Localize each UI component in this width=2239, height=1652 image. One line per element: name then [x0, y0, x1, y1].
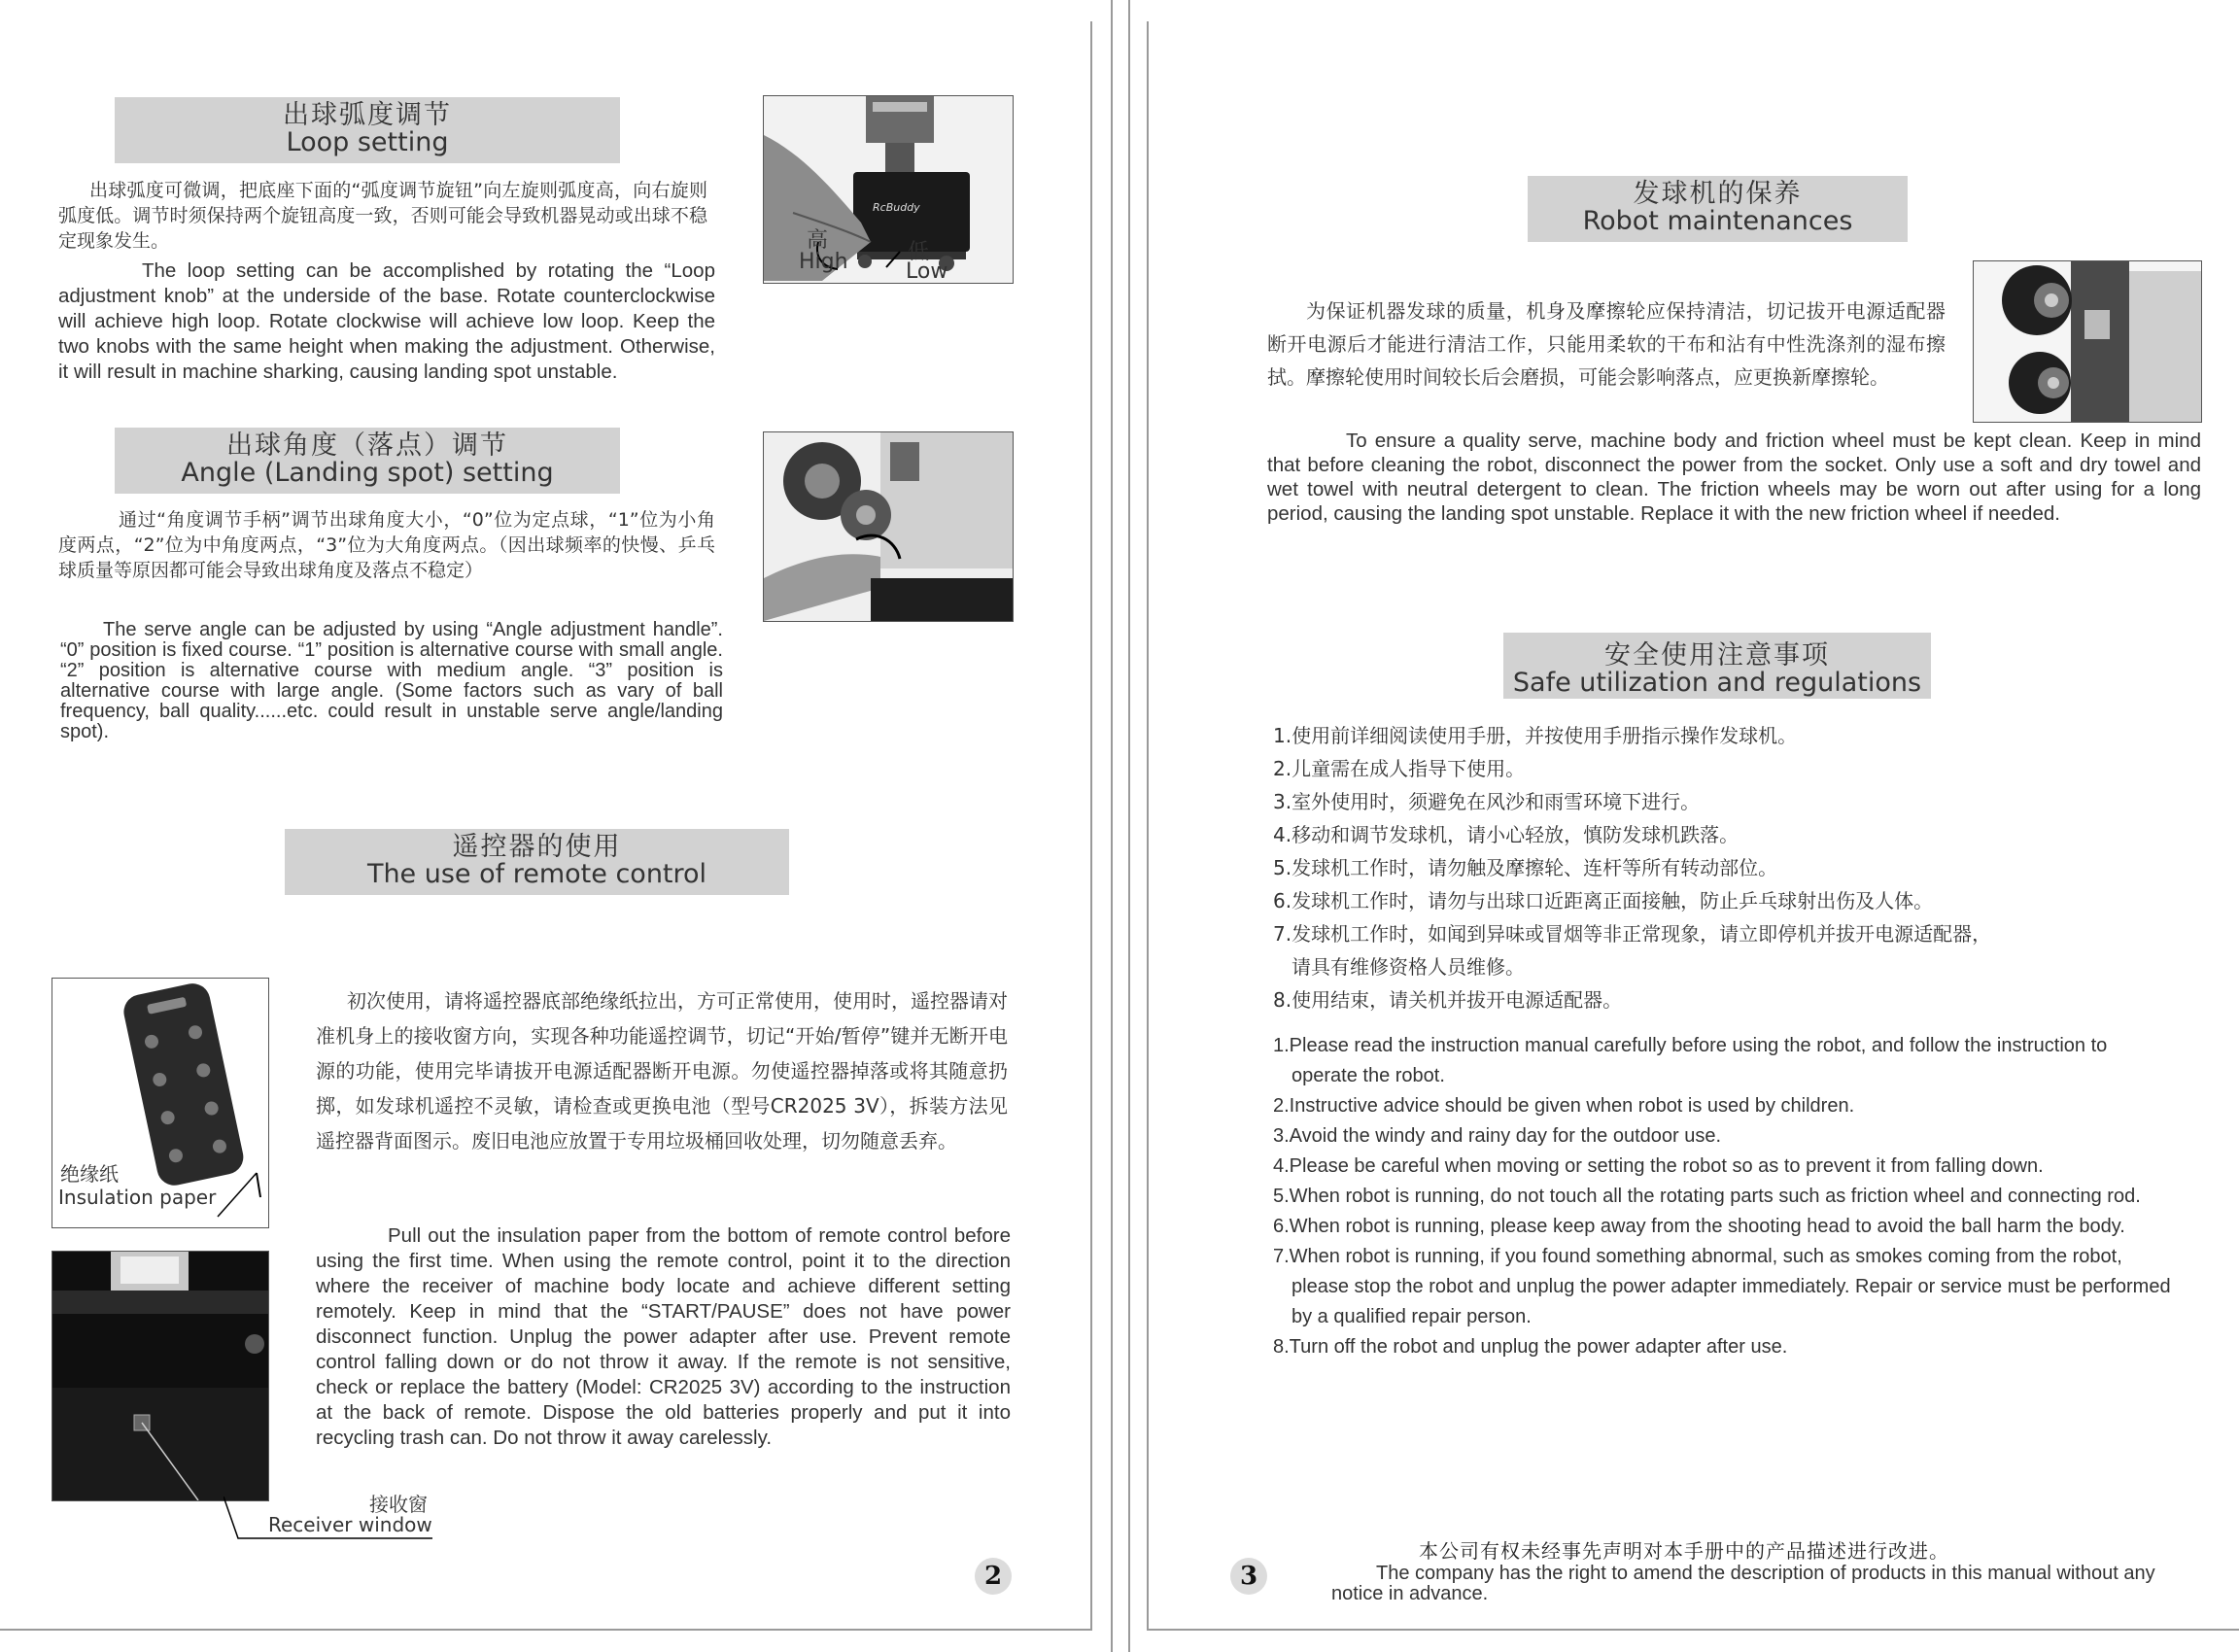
right-page-bottom-border	[1147, 1629, 2239, 1631]
maintenance-title-zh: 发球机的保养	[1633, 179, 1803, 209]
safety-title-zh: 安全使用注意事项	[1604, 640, 1830, 671]
insulation-label-zh: 绝缘纸	[60, 1162, 119, 1186]
receiver-window-photo	[52, 1251, 269, 1501]
angle-title-en: Angle (Landing spot) setting	[181, 458, 554, 489]
safety-rule-zh-1: 1.使用前详细阅读使用手册，并按使用手册指示操作发球机。	[1273, 724, 1798, 747]
remote-title-en: The use of remote control	[366, 859, 707, 890]
safety-rule-zh-7-cont: 请具有维修资格人员维修。	[1292, 955, 1525, 979]
angle-handle-photo	[763, 431, 1014, 622]
safety-rules-zh	[1273, 719, 2148, 1016]
safety-rule-en-8: 8.Turn off the robot and unplug the power adapter after use.	[1273, 1336, 1788, 1358]
angle-handle-illustration	[764, 432, 1013, 621]
safety-rule-en-4: 4.Please be careful when moving or setting the robot so as to prevent it from falling down.	[1273, 1155, 2044, 1177]
remote-control-header	[285, 829, 789, 895]
angle-body-zh: 通过“角度调节手柄”调节出球角度大小，“0”位为定点球，“1”位为小角度两点，“2”位为中角度两点，“3”位为大角度两点。（因出球频率的快慢、乒乓球质量等原因都可能会导致出球角度及落点不稳定）	[58, 509, 715, 581]
angle-title-zh: 出球角度（落点）调节	[226, 430, 508, 461]
friction-wheel-illustration	[1974, 261, 2201, 422]
safety-rule-en-1: 1.Please read the instruction manual carefully before using the robot, and follow the instruction to operate the robot.	[1273, 1035, 2108, 1086]
safety-rule-en-6: 6.When robot is running, please keep away from the shooting head to avoid the ball harm the body.	[1273, 1216, 2125, 1237]
receiver-window-illustration	[52, 1252, 268, 1500]
low-label-en: Low	[906, 259, 948, 284]
spine-left	[1111, 0, 1113, 1652]
insulation-label-en: Insulation paper	[58, 1186, 217, 1209]
receiver-label-zh: 接收窗	[369, 1493, 428, 1516]
safety-title-en: Safe utilization and regulations	[1512, 668, 1922, 699]
safety-rule-zh-6: 6.发球机工作时，请勿与出球口近距离正面接触，防止乒乓球射出伤及人体。	[1273, 889, 1934, 912]
loop-body-zh: 出球弧度可微调，把底座下面的“弧度调节旋钮”向左旋则弧度高，向右旋则弧度低。调节时须保持两个旋钮高度一致，否则可能会导致机器晃动或出球不稳定现象发生。	[58, 180, 707, 252]
notice-zh: 本公司有权未经事先声明对本手册中的产品描述进行改进。	[1419, 1539, 1949, 1563]
safety-header	[1503, 633, 1931, 699]
loop-title-en: Loop setting	[286, 127, 449, 158]
notice-en: The company has the right to amend the description of products in this manual without any notice in advance.	[1331, 1563, 2155, 1604]
maintenance-body-en: To ensure a quality serve, machine body and friction wheel must be kept clean. Keep in mind that before cleaning the robot, disconnect the power from the socket. Only use a soft and dry towel and wet towel with neutral detergent to clean. The friction wheels may be worn out after using for a long period, causing the landing spot unstable. Replace it with the new friction wheel if needed.	[1267, 430, 2201, 525]
remote-body-zh: 初次使用，请将遥控器底部绝缘纸拉出，方可正常使用，使用时，遥控器请对准机身上的接收窗方向，实现各种功能遥控调节，切记“开始/暂停”键并无断开电源的功能，使用完毕请拔开电源适配器断开电源。勿使遥控器掉落或将其随意扔掷，如发球机遥控不灵敏，请检查或更换电池（型号CR2025 3V），拆装方法见遥控器背面图示。废旧电池应放置于专用垃圾桶回收处理，切勿随意丢弃。	[316, 989, 1008, 1153]
angle-body-en: The serve angle can be adjusted by using “Angle adjustment handle”. “0” position is fixed course. “1” position is alternative course with small angle. “2” position is alternative course with medium angle. “3” position is alternative course with large angle. (Some factors such as vary of ball frequency, ball quality......etc. could result in unstable serve angle/landing spot).	[60, 619, 723, 742]
angle-setting-header	[115, 428, 620, 494]
safety-rule-en-7: 7.When robot is running, if you found something abnormal, such as smokes coming from the robot, please stop the robot and unplug the power adapter immediately. Repair or service must be performed by a qualified repair person.	[1273, 1246, 2171, 1327]
high-label-en: High	[799, 250, 848, 274]
maintenance-header	[1528, 176, 1908, 242]
safety-rule-en-3: 3.Avoid the windy and rainy day for the outdoor use.	[1273, 1125, 1722, 1147]
safety-rule-zh-7: 7.发球机工作时，如闻到异味或冒烟等非正常现象，请立即停机并拔开电源适配器，	[1273, 922, 1992, 946]
safety-rule-en-5: 5.When robot is running, do not touch all the rotating parts such as friction wheel and connecting rod.	[1273, 1186, 2141, 1207]
remote-title-zh: 遥控器的使用	[452, 832, 622, 862]
right-page-left-border	[1147, 21, 1149, 1631]
receiver-label-en: Receiver window	[268, 1513, 432, 1536]
safety-rule-zh-2: 2.儿童需在成人指导下使用。	[1273, 757, 1526, 780]
left-page-right-border	[1090, 21, 1092, 1631]
loop-body-en: The loop setting can be accomplished by rotating the “Loop adjustment knob” at the underside of the base. Rotate counterclockwise will achieve high loop. Rotate clockwise will achieve low loop. Keep the two knobs with the same height when making the adjustment. Otherwise, it will result in machine sharking, causing landing spot unstable.	[58, 259, 715, 383]
remote-body-en: Pull out the insulation paper from the bottom of remote control before using the first time. When using the remote control, point it to the direction where the receiver of machine body locate and achieve different setting remotely. Keep in mind that the “START/PAUSE” does not have power disconnect function. Unplug the power adapter after use. Prevent remote control falling down or do not throw it away. If the remote is not sensitive, check or replace the battery (Model: CR2025 3V) according to the instruction at the back of remote. Dispose the old batteries properly and put it into recycling trash can. Do not throw it away carelessly.	[316, 1224, 1011, 1449]
page-number-2: 2	[975, 1558, 1012, 1595]
friction-wheel-photo	[1973, 260, 2202, 423]
safety-rule-zh-4: 4.移动和调节发球机，请小心轻放，慎防发球机跌落。	[1273, 823, 1740, 846]
loop-setting-header	[115, 97, 620, 163]
loop-knob-photo	[763, 95, 1014, 284]
maintenance-title-en: Robot maintenances	[1582, 206, 1853, 237]
page-number-3: 3	[1230, 1558, 1267, 1595]
safety-rule-zh-5: 5.发球机工作时，请勿触及摩擦轮、连杆等所有转动部位。	[1273, 856, 1778, 879]
safety-rules-en	[1273, 1031, 2177, 1362]
maintenance-body-zh: 为保证机器发球的质量，机身及摩擦轮应保持清洁，切记拔开电源适配器断开电源后才能进行清洁工作，只能用柔软的干布和沾有中性洗涤剂的湿布擦拭。摩擦轮使用时间较长后会磨损，可能会影响落点，应更换新摩擦轮。	[1267, 299, 1946, 389]
spine-right	[1128, 0, 1130, 1652]
loop-title-zh: 出球弧度调节	[283, 100, 452, 130]
low-label-zh: 低	[908, 240, 930, 264]
safety-rule-zh-8: 8.使用结束，请关机并拔开电源适配器。	[1273, 988, 1623, 1012]
safety-rule-zh-3: 3.室外使用时，须避免在风沙和雨雪环境下进行。	[1273, 790, 1701, 813]
remote-control-photo	[52, 978, 269, 1228]
safety-rule-en-2: 2.Instructive advice should be given when robot is used by children.	[1273, 1095, 1855, 1117]
left-page-bottom-border	[0, 1629, 1092, 1631]
high-label-zh: 高	[807, 228, 829, 253]
brand-logo: RcBuddy	[873, 201, 920, 214]
